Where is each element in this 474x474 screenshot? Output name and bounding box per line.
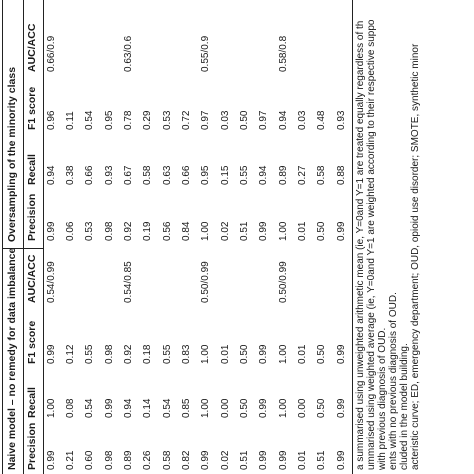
footnote: with previous diagnosis of OUD. bbox=[377, 327, 388, 470]
table-cell: 0.50 bbox=[316, 398, 327, 418]
table-cell: 0.48 bbox=[316, 110, 327, 130]
table-cell: 0.54 bbox=[84, 398, 95, 418]
table-cell: 0.98 bbox=[104, 221, 115, 241]
table-cell: 0.03 bbox=[297, 110, 308, 130]
column-header: AUC/ACC bbox=[26, 23, 38, 72]
table-cell: 0.02 bbox=[220, 450, 231, 470]
table-cell: 0.06 bbox=[65, 221, 76, 241]
table-cell: 0.82 bbox=[181, 450, 192, 470]
table-cell: 0.29 bbox=[142, 110, 153, 130]
table-cell: 0.99 bbox=[46, 344, 57, 364]
table-cell: 0.50 bbox=[239, 110, 250, 130]
table-cell: 0.51 bbox=[239, 450, 250, 470]
column-header: Precision bbox=[26, 422, 38, 470]
table-cell: 0.99 bbox=[278, 450, 289, 470]
table-cell: 0.99 bbox=[336, 450, 347, 470]
table-bottom-rule bbox=[352, 0, 353, 474]
table-cell: 0.99 bbox=[200, 450, 211, 470]
column-header: Precision bbox=[26, 193, 38, 241]
table-cell: 0.67 bbox=[123, 165, 134, 185]
table-cell: 0.94 bbox=[278, 110, 289, 130]
table-cell: 0.03 bbox=[220, 110, 231, 130]
table-cell: 0.50/0.99 bbox=[200, 261, 211, 303]
table-top-rule bbox=[2, 0, 3, 474]
table-cell: 0.66/0.9 bbox=[46, 35, 57, 72]
table-cell: 0.55 bbox=[84, 344, 95, 364]
table-cell: 0.01 bbox=[220, 344, 231, 364]
footnote: a summarised using unweighted arithmetic mean (ie, Y=0and Y=1 are treated equally regardless of th bbox=[355, 20, 366, 470]
table-cell: 0.96 bbox=[46, 110, 57, 130]
table-cell: 0.99 bbox=[336, 398, 347, 418]
table-cell: 0.02 bbox=[220, 221, 231, 241]
table-cell: 0.27 bbox=[297, 165, 308, 185]
table-cell: 0.54/0.99 bbox=[46, 261, 57, 303]
table-cell: 0.85 bbox=[181, 398, 192, 418]
table-cell: 0.99 bbox=[258, 221, 269, 241]
column-header: F1 score bbox=[26, 320, 38, 364]
table-cell: 0.89 bbox=[278, 165, 289, 185]
table-cell: 0.63 bbox=[162, 165, 173, 185]
table-cell: 0.94 bbox=[258, 165, 269, 185]
table-cell: 0.66 bbox=[181, 165, 192, 185]
table-cell: 0.01 bbox=[297, 450, 308, 470]
table-cell: 0.95 bbox=[200, 165, 211, 185]
table-cell: 0.94 bbox=[46, 165, 57, 185]
table-cell: 0.92 bbox=[123, 221, 134, 241]
table-cell: 1.00 bbox=[200, 398, 211, 418]
table-cell: 0.51 bbox=[239, 221, 250, 241]
table-cell: 1.00 bbox=[200, 221, 211, 241]
table-cell: 0.58 bbox=[316, 165, 327, 185]
table-cell: 0.66 bbox=[84, 165, 95, 185]
column-header: AUC/ACC bbox=[26, 254, 38, 303]
table-cell: 1.00 bbox=[200, 344, 211, 364]
table-cell: 0.93 bbox=[336, 110, 347, 130]
table-cell: 0.01 bbox=[297, 221, 308, 241]
table-cell: 0.58 bbox=[162, 450, 173, 470]
table-cell: 0.99 bbox=[46, 221, 57, 241]
table-cell: 0.97 bbox=[258, 110, 269, 130]
table-cell: 0.18 bbox=[142, 344, 153, 364]
table-cell: 0.12 bbox=[65, 344, 76, 364]
table-cell: 0.55 bbox=[162, 344, 173, 364]
table-cell: 0.55/0.9 bbox=[200, 35, 211, 72]
table-cell: 0.08 bbox=[65, 398, 76, 418]
table-cell: 0.95 bbox=[104, 110, 115, 130]
table-cell: 0.78 bbox=[123, 110, 134, 130]
table-cell: 0.00 bbox=[220, 398, 231, 418]
table-cell: 0.99 bbox=[258, 450, 269, 470]
table-cell: 0.19 bbox=[142, 221, 153, 241]
table-cell: 1.00 bbox=[278, 398, 289, 418]
table-cell: 1.00 bbox=[278, 221, 289, 241]
table-cell: 0.01 bbox=[297, 344, 308, 364]
group-header-rule bbox=[23, 0, 24, 474]
footnote: ummarised using weighted average (ie, Y=0and Y=1 are weighted according to their respective suppo bbox=[366, 19, 377, 470]
table-cell: 0.83 bbox=[181, 344, 192, 364]
column-header: Recall bbox=[26, 387, 38, 418]
table-cell: 0.55 bbox=[239, 165, 250, 185]
table-cell: 0.99 bbox=[336, 344, 347, 364]
table-cell: 0.99 bbox=[46, 450, 57, 470]
table-cell: 0.15 bbox=[220, 165, 231, 185]
table-cell: 0.99 bbox=[104, 398, 115, 418]
table-cell: 0.98 bbox=[104, 450, 115, 470]
table-cell: 0.58 bbox=[142, 165, 153, 185]
table-cell: 0.38 bbox=[65, 165, 76, 185]
table-cell: 0.99 bbox=[258, 398, 269, 418]
table-cell: 0.11 bbox=[65, 111, 76, 130]
column-header-rule bbox=[43, 0, 44, 474]
table-cell: 0.50 bbox=[316, 344, 327, 364]
table-cell: 0.21 bbox=[65, 450, 76, 470]
footnote: ents with no previous diagnosis of OUD. bbox=[388, 292, 399, 470]
footnote: acteristic curve; ED, emergency department; OUD, opioid use disorder; SMOTE, synthetic minor bbox=[410, 43, 421, 470]
table-cell: 0.72 bbox=[181, 110, 192, 130]
table-cell: 0.93 bbox=[104, 165, 115, 185]
table-cell: 0.14 bbox=[142, 398, 153, 418]
table-cell: 0.50 bbox=[239, 344, 250, 364]
table-cell: 0.99 bbox=[336, 221, 347, 241]
table-cell: 0.26 bbox=[142, 450, 153, 470]
table-cell: 0.89 bbox=[123, 450, 134, 470]
table-cell: 1.00 bbox=[46, 398, 57, 418]
table-cell: 0.99 bbox=[258, 344, 269, 364]
table-cell: 0.94 bbox=[123, 398, 134, 418]
column-header: Recall bbox=[26, 154, 38, 185]
table-cell: 0.53 bbox=[84, 221, 95, 241]
table-cell: 0.92 bbox=[123, 344, 134, 364]
table-cell: 0.98 bbox=[104, 344, 115, 364]
table-cell: 0.56 bbox=[162, 221, 173, 241]
group-header-naive: Naive model – no remedy for data imbalance bbox=[6, 247, 18, 470]
table-cell: 0.58/0.8 bbox=[278, 35, 289, 72]
table-cell: 0.50/0.99 bbox=[278, 261, 289, 303]
table-cell: 0.88 bbox=[336, 165, 347, 185]
table-cell: 0.97 bbox=[200, 110, 211, 130]
table-cell: 0.54/0.85 bbox=[123, 261, 134, 303]
footnote: cluded in the model building. bbox=[399, 343, 410, 470]
table-cell: 0.84 bbox=[181, 221, 192, 241]
table-cell: 0.54 bbox=[84, 110, 95, 130]
group-header-oversampling: Oversampling of the minority class bbox=[6, 66, 18, 242]
table-cell: 0.50 bbox=[239, 398, 250, 418]
table-cell: 1.00 bbox=[278, 344, 289, 364]
table-cell: 0.50 bbox=[316, 221, 327, 241]
table-cell: 0.51 bbox=[316, 450, 327, 470]
table-cell: 0.53 bbox=[162, 110, 173, 130]
table-cell: 0.60 bbox=[84, 450, 95, 470]
table-cell: 0.63/0.6 bbox=[123, 35, 134, 72]
table-cell: 0.54 bbox=[162, 398, 173, 418]
table-cell: 0.00 bbox=[297, 398, 308, 418]
column-header: F1 score bbox=[26, 86, 38, 130]
